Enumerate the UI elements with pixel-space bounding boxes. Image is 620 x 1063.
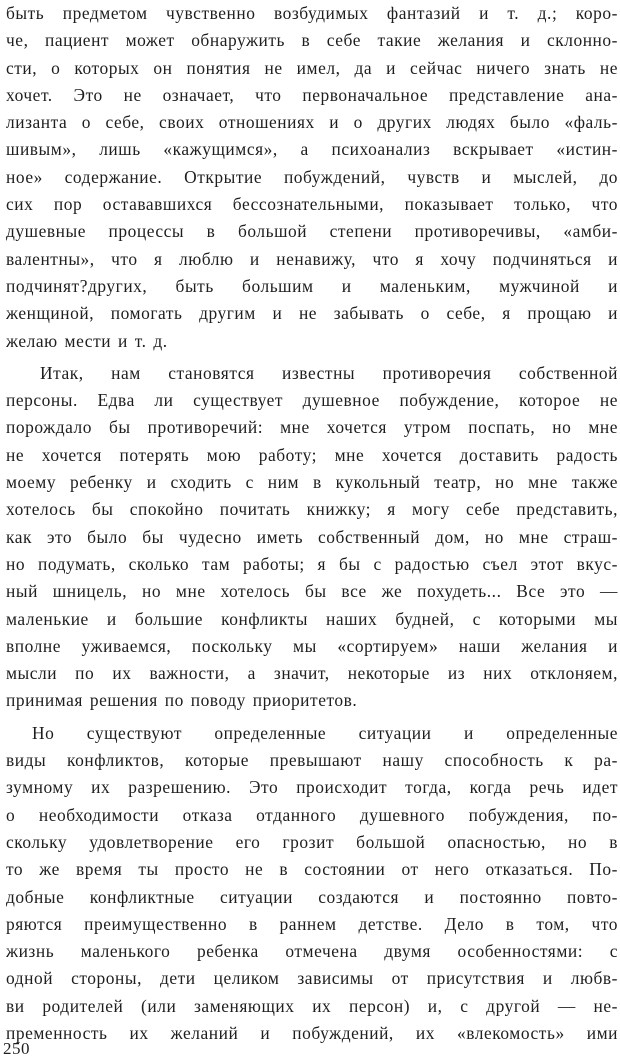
text-line: как это было бы чудесно иметь собственный дом, но мне страш- [6,526,618,547]
text-line: жизнь маленького ребенка отмечена двумя особенностями: с [6,941,618,962]
text-line: моему ребенку и сходить с ним в кукольный театр, но мне также [6,472,618,493]
text-line: вполне уживаемся, поскольку мы «сортируем» наши желания и [6,635,618,656]
text-line: ный шницель, но мне хотелось бы все же похудеть... Все это — [6,581,618,602]
text-line: зумному их разрешению. Это происходит тогда, когда речь идет [6,777,618,798]
text-line: виды конфликтов, которые превышают нашу способность к ра- [6,750,618,771]
text-line: но подумать, сколько там работы; я бы с радостью съел этот вкус- [6,553,618,574]
paragraph-2 [6,360,618,715]
text-line: ряются преимущественно в раннем детстве. Дело в том, что [6,913,618,934]
text-line: о необходимости отказа отданного душевного побуждения, по- [6,804,618,825]
paragraph-3 [6,720,618,1048]
text-line: одной стороны, дети целиком зависимы от присутствия и любв- [6,968,618,989]
text-line: пременность их желаний и побуждений, их «влекомость» ими [6,1022,618,1043]
text-line: то же время ты просто не в состоянии от него отказаться. По- [6,859,618,880]
text-line: желаю мести и т. д. [6,330,168,351]
text-line: сти, о которых он понятия не имел, да и сейчас ничего знать не [6,57,618,78]
body-text [6,0,618,1047]
text-line: Итак, нам становятся известны противоречия собственной [40,362,618,383]
text-line: шивым», лишь «кажущимся», а психоанализ вскрывает «истин- [6,139,618,160]
text-line: добные конфликтные ситуации создаются и постоянно повто- [6,886,618,907]
text-line: ви родителей (или заменяющих их персон) и, с другой — не- [6,995,618,1016]
text-line: быть предметом чувственно возбудимых фантазий и т. д.; коро- [6,3,618,23]
text-line: принимая решения по поводу приоритетов. [6,690,358,711]
paragraph-1 [6,0,618,355]
text-line: душевные процессы в большой степени противоречивы, «амби- [6,221,618,242]
text-line: мысли по их важности, а значит, некоторые из них отклоняем, [6,663,618,684]
text-line: не хочется потерять мою работу; мне хочется доставить радость [6,444,618,465]
text-line: валентны», что я люблю и ненавижу, что я хочу подчиняться и [6,248,618,269]
text-line: Но существуют определенные ситуации и определенные [32,722,618,743]
text-line: подчинят?других, быть большим и маленьким, мужчиной и [6,275,618,296]
text-line: персоны. Едва ли существует душевное побуждение, которое не [6,390,618,411]
text-line: хотелось бы спокойно почитать книжку; я могу себе представить, [6,499,618,520]
text-line: че, пациент может обнаружить в себе такие желания и склонно- [6,30,618,51]
text-line: ное» содержание. Открытие побуждений, чувств и мыслей, до [6,166,618,187]
text-line: сих пор остававшихся бессознательными, показывает только, что [6,194,618,215]
text-line: скольку удовлетворение его грозит большой опасностью, но в [6,831,618,852]
text-line: женщиной, помогать другим и не забывать о себе, я прощаю и [6,303,618,324]
text-line: порождало бы противоречий: мне хочется утром поспать, но мне [6,417,618,438]
page-number: 250 [3,1039,30,1058]
text-line: маленькие и большие конфликты наших будней, с которыми мы [6,608,618,629]
text-line: лизанта о себе, своих отношениях и о других людях было «фаль- [6,112,618,133]
text-line: хочет. Это не означает, что первоначальное представление ана- [6,84,618,105]
